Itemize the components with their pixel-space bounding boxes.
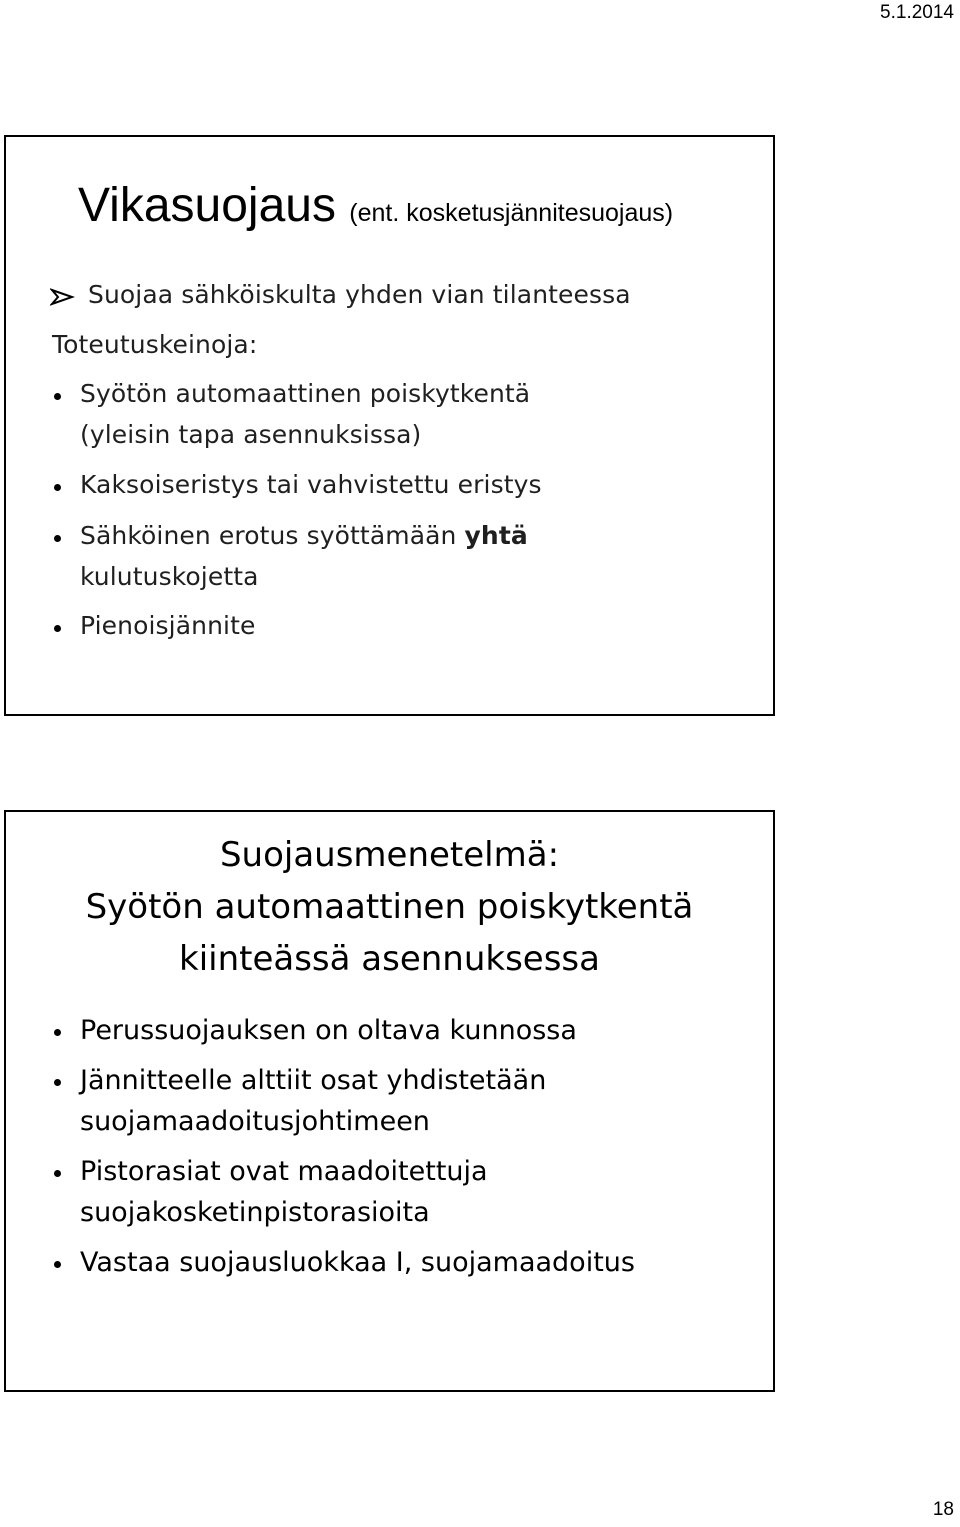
page-date: 5.1.2014 xyxy=(880,2,954,23)
slide-2-bullet-1: Perussuojauksen on oltava kunnossa xyxy=(80,1015,577,1046)
bullet-icon xyxy=(54,1170,61,1177)
slide-2-bullet-2-line-1: Jännitteelle alttiit osat yhdistetään xyxy=(80,1065,547,1096)
page-number: 18 xyxy=(932,1499,954,1520)
slide-1-title-main: Vikasuojaus xyxy=(78,179,336,232)
bullet-icon xyxy=(54,535,61,542)
slide-1-bullet-1-line-2: (yleisin tapa asennuksissa) xyxy=(80,420,422,449)
bullet-icon xyxy=(54,393,61,400)
bullet-icon xyxy=(54,1079,61,1086)
slide-2-bullet-3-line-2: suojakosketinpistorasioita xyxy=(80,1197,430,1228)
slide-1-bullet-1-line-1: Syötön automaattinen poiskytkentä xyxy=(80,379,531,408)
bullet-icon xyxy=(54,1029,61,1036)
slide-2-title-line-1: Suojausmenetelmä: xyxy=(219,835,560,875)
slide-2-title-line-2: Syötön automaattinen poiskytkentä xyxy=(85,887,694,927)
slide-1-bullet-3-bold: yhtä xyxy=(464,521,528,550)
slide-1-bullet-4: Pienoisjännite xyxy=(80,611,256,640)
slide-1-bullet-3-line-1 xyxy=(80,521,528,550)
arrow-item: Suojaa sähköiskulta yhden vian tilanteessa xyxy=(88,280,631,309)
slide-2-bullet-4: Vastaa suojausluokkaa I, suojamaadoitus xyxy=(80,1247,635,1278)
bullet-icon xyxy=(54,484,61,491)
arrow-bullet-icon xyxy=(50,287,76,307)
slide-1-bullet-3-line-2: kulutuskojetta xyxy=(80,562,259,591)
slide-2-bullet-2-line-2: suojamaadoitusjohtimeen xyxy=(80,1106,430,1137)
slide-1-bullet-2: Kaksoiseristys tai vahvistettu eristys xyxy=(80,470,542,499)
slide-1-bullet-3-text: Sähköinen erotus syöttämään xyxy=(80,521,465,550)
slide-2-title-line-3: kiinteässä asennuksessa xyxy=(179,939,600,979)
bullet-icon xyxy=(54,1261,61,1268)
bullet-icon xyxy=(54,625,61,632)
slide-1-title-sub: (ent. kosketusjännitesuojaus) xyxy=(349,199,674,227)
slide-1-title xyxy=(78,178,673,233)
slide-2-bullet-3-line-1: Pistorasiat ovat maadoitettuja xyxy=(80,1156,488,1187)
slide-1-heading: Toteutuskeinoja: xyxy=(52,330,258,359)
